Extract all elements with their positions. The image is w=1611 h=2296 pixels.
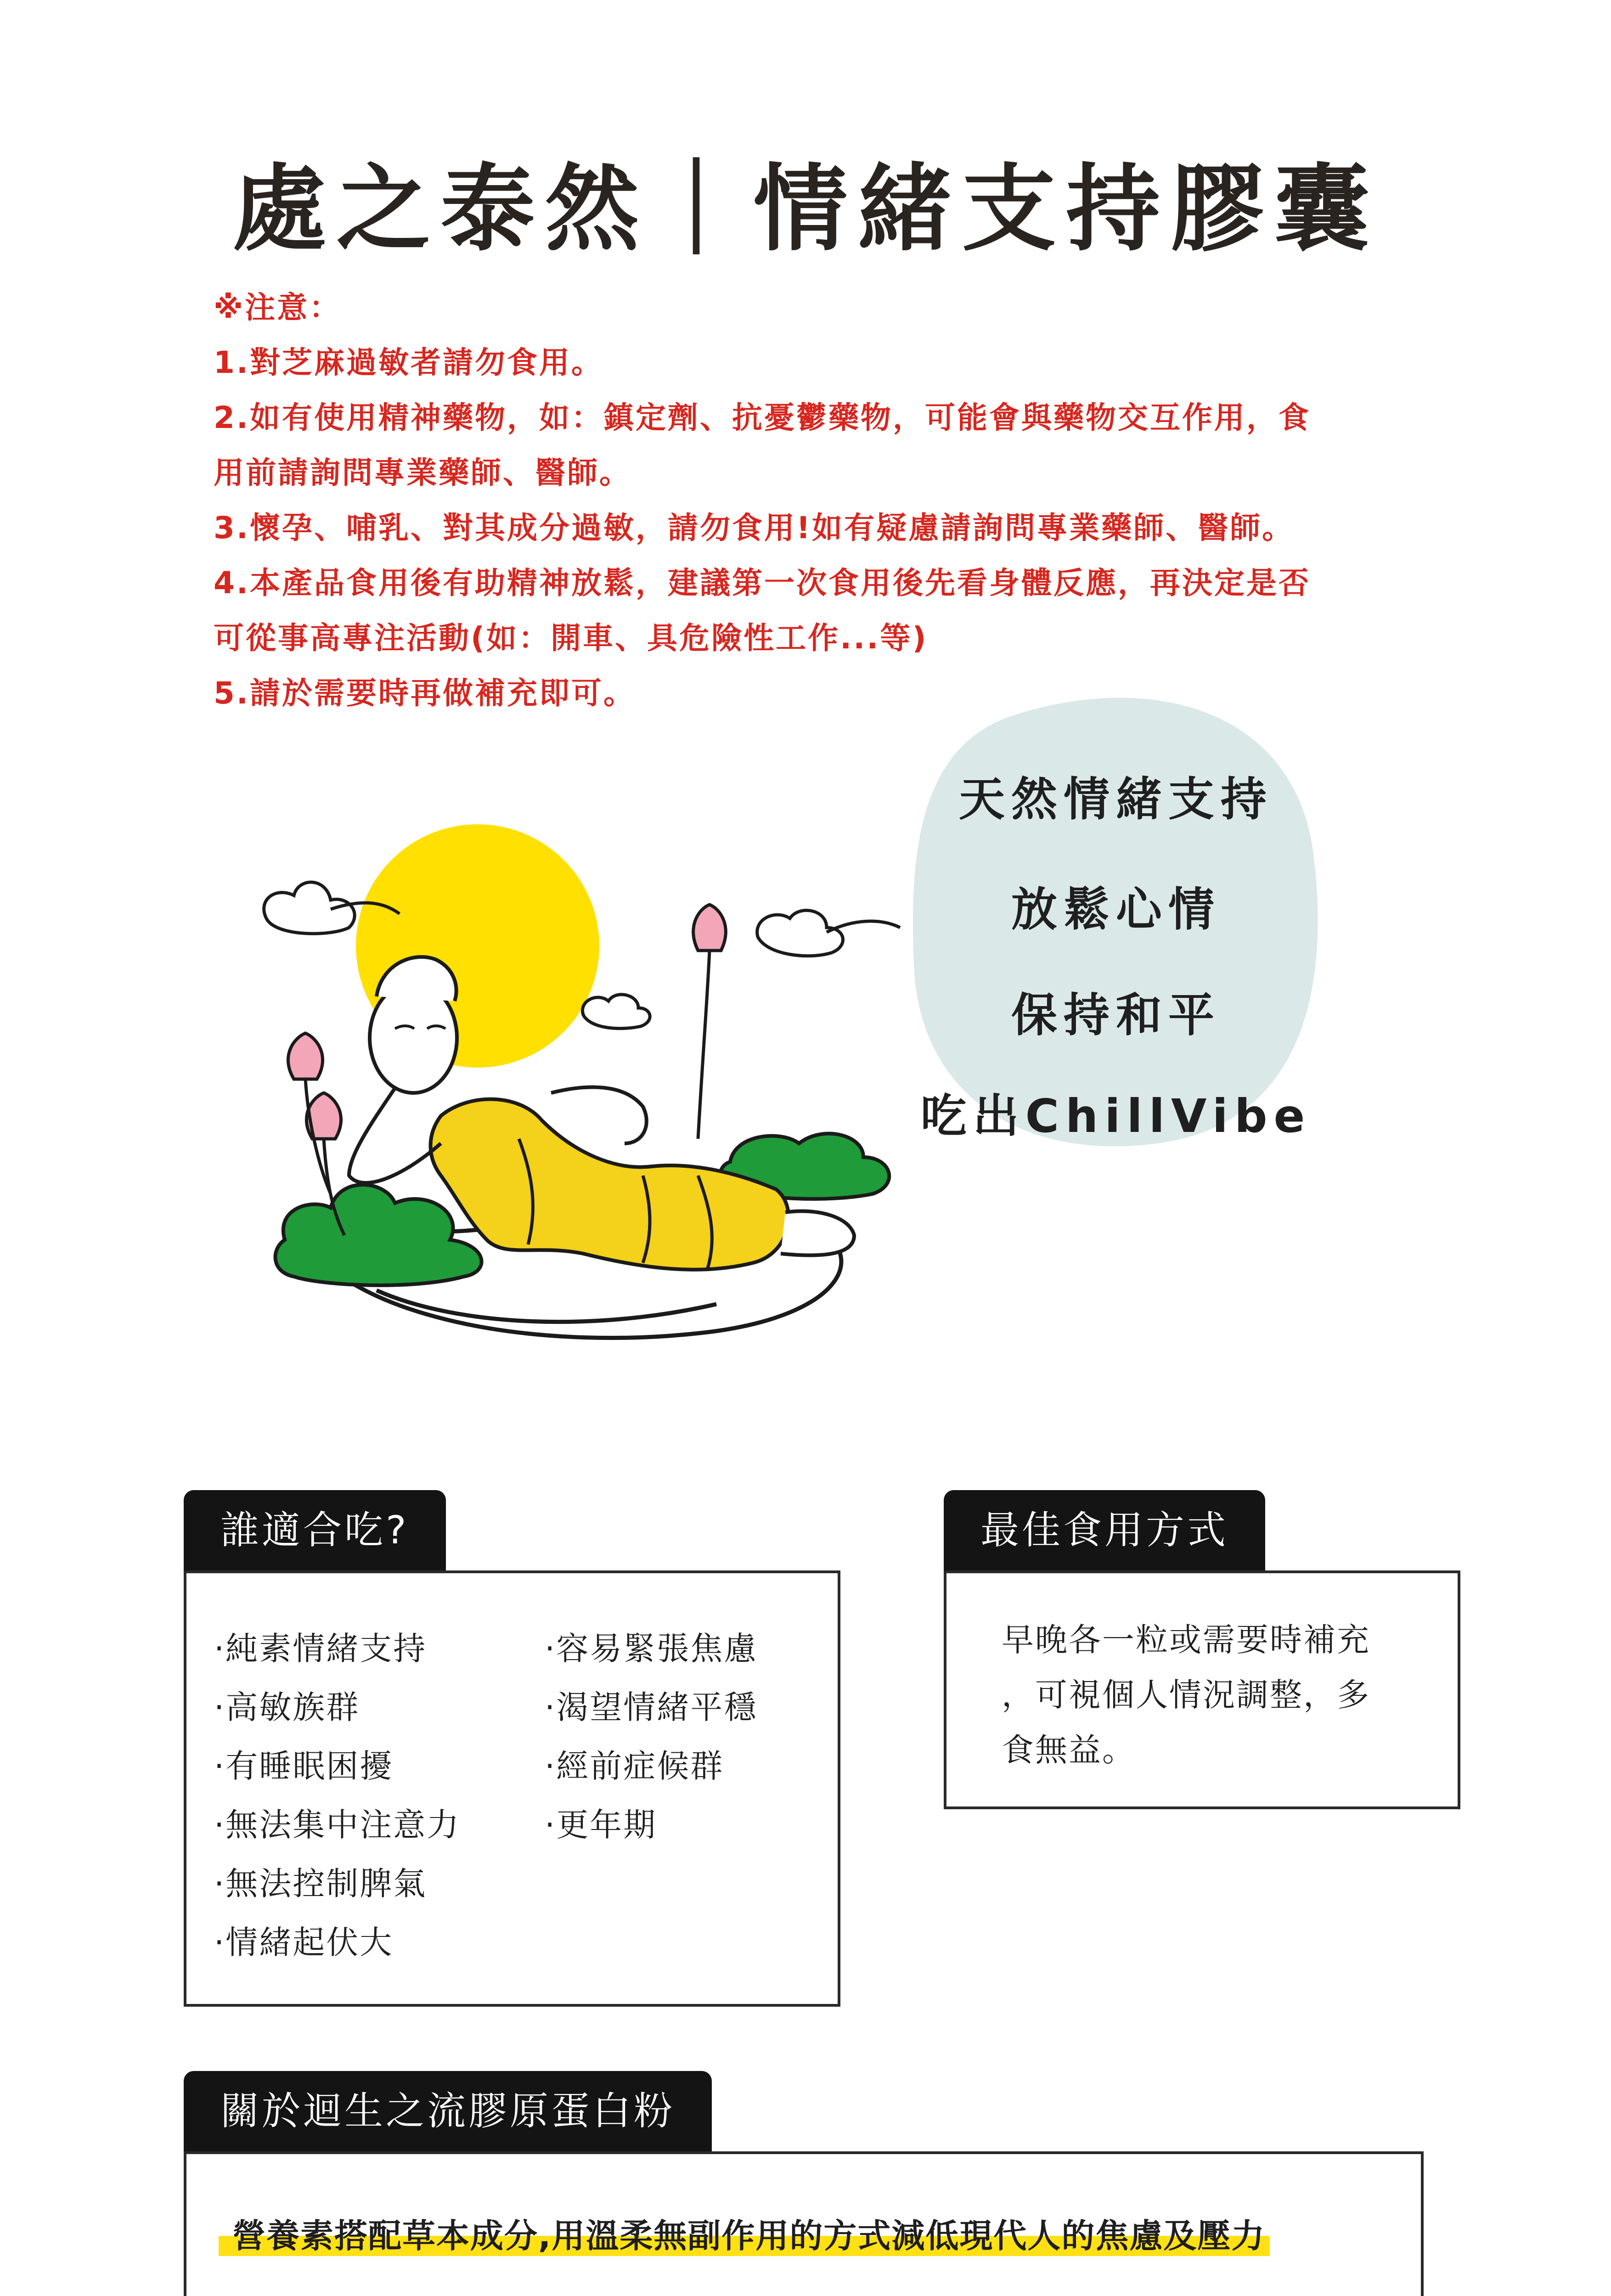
list-item: ·情緒起伏大	[214, 1924, 394, 1961]
usage-line: 食無益。	[1002, 1731, 1136, 1769]
tagline-4: 吃出ChillVibe	[920, 1089, 1312, 1143]
leaf-left	[276, 1185, 482, 1285]
about-list	[232, 2292, 1380, 2296]
who-list-col2	[545, 1619, 757, 1854]
list-item: ·渴望情緒平穩	[545, 1688, 758, 1726]
tagline-1: 天然情緒支持	[959, 772, 1273, 826]
list-item	[232, 2292, 1380, 2296]
page-title: 處之泰然｜情緒支持膠囊	[232, 155, 1379, 264]
usage-line: ，可視個人情況調整，多	[1002, 1676, 1370, 1714]
list-item: ·高敏族群	[214, 1688, 360, 1726]
notice-line: 4.本產品食用後有助精神放鬆，建議第一次食用後先看身體反應，再決定是否	[214, 565, 1311, 601]
tagline-2: 放鬆心情	[1011, 883, 1221, 936]
list-item: ·更年期	[545, 1806, 657, 1844]
usage-line: 早晚各一粒或需要時補充	[1002, 1621, 1370, 1659]
notice-line: 5.請於需要時再做補充即可。	[214, 675, 636, 711]
list-item: ·經前症候群	[545, 1747, 724, 1785]
item-number	[232, 2292, 310, 2296]
usage-tab: 最佳食用方式	[944, 1490, 1265, 1570]
list-item: ·無法集中注意力	[214, 1806, 461, 1844]
notice-line: 3.懷孕、哺乳、對其成分過敏，請勿食用!如有疑慮請詢問專業藥師、醫師。	[214, 510, 1295, 546]
item-line	[310, 2292, 1380, 2296]
notice-section	[214, 280, 1453, 721]
usage-box	[944, 1570, 1460, 1809]
who-tab: 誰適合吃?	[184, 1490, 446, 1570]
who-box	[184, 1570, 840, 2007]
list-item: ·無法控制脾氣	[214, 1865, 427, 1902]
notice-line: 1.對芝麻過敏者請勿食用。	[214, 345, 603, 380]
list-item: ·純素情緒支持	[214, 1630, 427, 1667]
tagline-3: 保持和平	[1011, 988, 1221, 1042]
who-list-col1	[214, 1619, 460, 1972]
list-item: ·有睡眠困擾	[214, 1747, 394, 1785]
about-highlight	[232, 2209, 1265, 2257]
about-box	[184, 2151, 1424, 2296]
about-tab: 關於迴生之流膠原蛋白粉	[184, 2071, 712, 2151]
highlight-text: 營養素搭配草本成分,用溫柔無副作用的方式減低現代人的焦慮及壓力	[232, 2217, 1266, 2255]
notice-heading: ※注意：	[214, 290, 342, 325]
notice-line: 2.如有使用精神藥物，如：鎮定劑、抗憂鬱藥物，可能會與藥物交互作用，食	[214, 400, 1311, 435]
notice-line: 用前請詢問專業藥師、醫師。	[214, 455, 631, 490]
list-item: ·容易緊張焦慮	[545, 1630, 758, 1667]
notice-line: 可從事高專注活動(如：開車、具危險性工作...等)	[214, 620, 928, 656]
usage-text	[1002, 1612, 1370, 1778]
figure-robe	[431, 1099, 789, 1270]
